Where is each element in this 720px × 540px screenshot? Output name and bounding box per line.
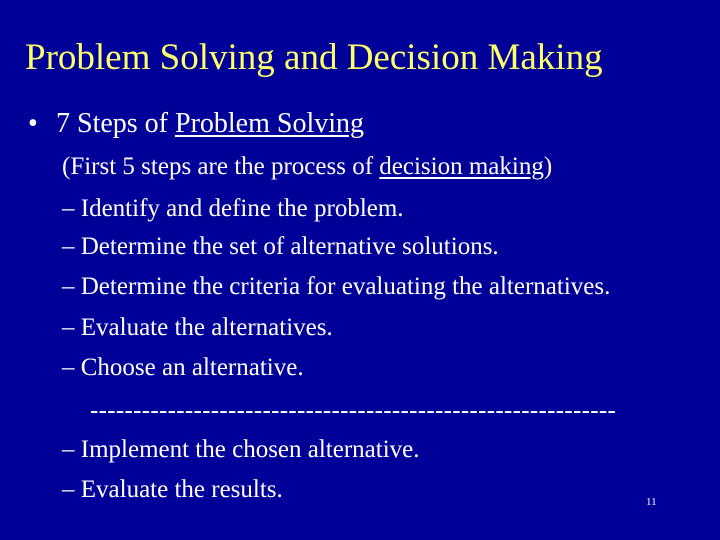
note-line xyxy=(62,151,552,183)
note-underlined-text: decision making xyxy=(379,153,544,180)
step-item: – Evaluate the alternatives. xyxy=(62,314,333,341)
slide-title: Problem Solving and Decision Making xyxy=(25,37,603,78)
note-suffix: ) xyxy=(543,153,553,180)
note-prefix: (First 5 steps are the process of xyxy=(62,153,380,180)
later-step-item: – Evaluate the results. xyxy=(62,476,283,503)
later-step-item: – Implement the chosen alternative. xyxy=(62,436,420,463)
bullet-marker: • xyxy=(28,108,38,139)
step-item: – Determine the set of alternative solutions. xyxy=(62,233,499,260)
bullet-prefix: 7 Steps of xyxy=(56,108,175,139)
step-item: – Identify and define the problem. xyxy=(62,195,404,222)
page-number: 11 xyxy=(646,496,657,508)
main-bullet xyxy=(28,106,364,142)
step-item: – Choose an alternative. xyxy=(62,354,304,381)
step-item: – Determine the criteria for evaluating the alternatives. xyxy=(62,273,611,300)
separator-dashes: ------------------------------------------------------------- xyxy=(90,397,617,424)
bullet-underlined-text: Problem Solving xyxy=(175,108,365,139)
